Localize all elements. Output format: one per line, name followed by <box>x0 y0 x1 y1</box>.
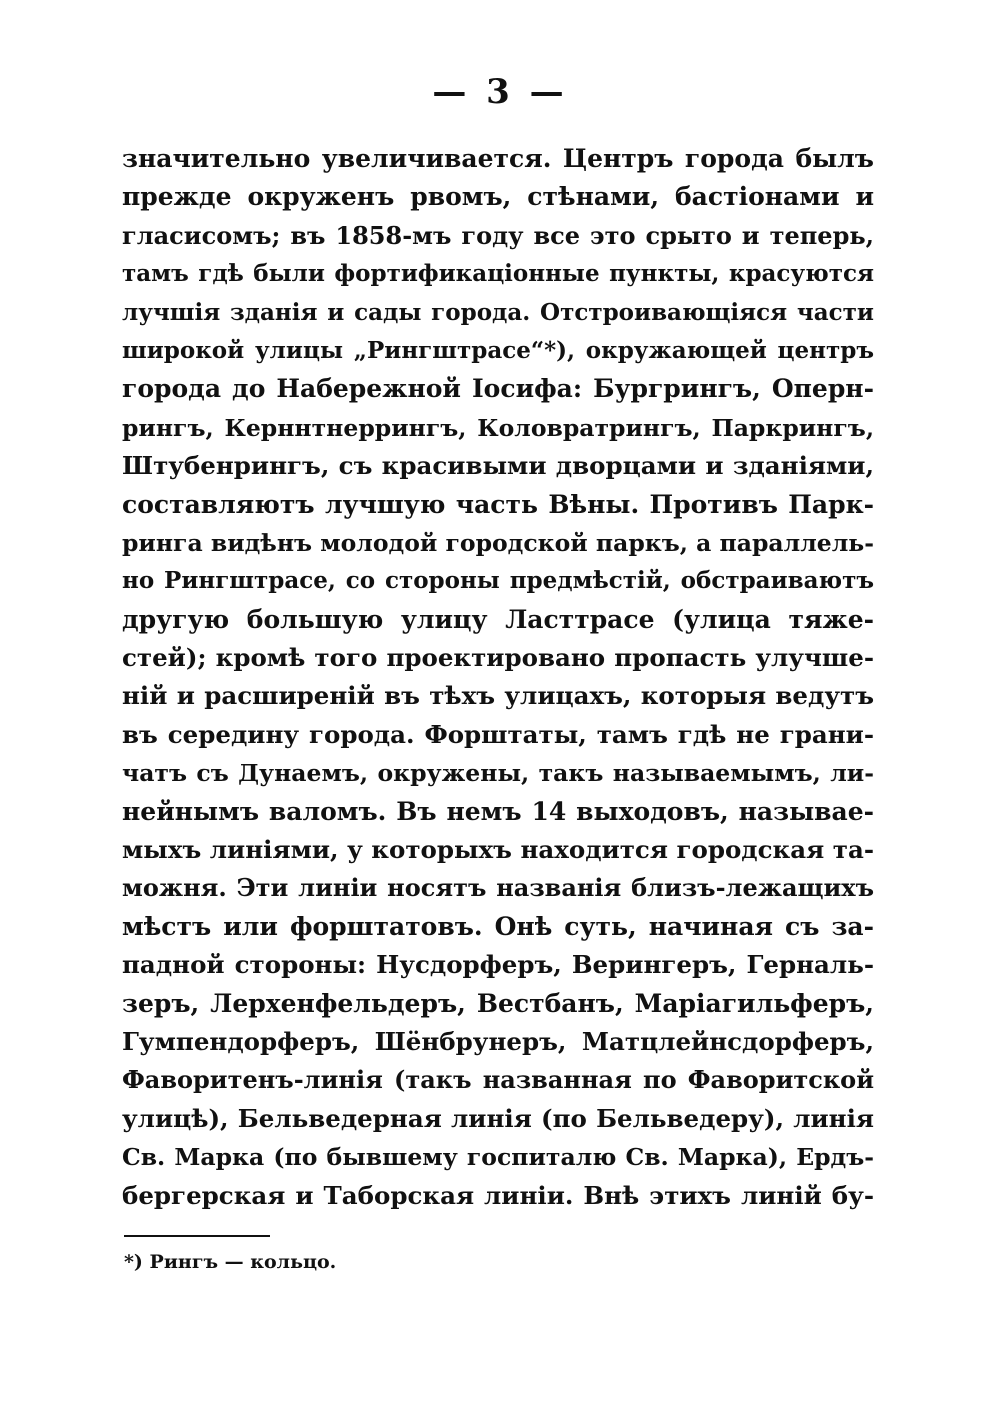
text-line: ринга видѣнъ молодой городской паркъ, а параллель- <box>122 528 874 557</box>
text-line: другую большую улицу Ласттрасе (улица тяже- <box>122 604 874 634</box>
text-line: ній и расширеній въ тѣхъ улицахъ, которыя ведутъ <box>122 681 874 711</box>
text-line: Св. Марка (по бывшему госпиталю Св. Марка), Ердъ- <box>122 1143 874 1172</box>
footnote-divider <box>124 1235 270 1237</box>
text-line: но Рингштрасе, со стороны предмѣстій, обстраиваютъ <box>122 567 874 595</box>
text-line: города до Набережной Іосифа: Бургрингъ, Оперн- <box>122 374 874 404</box>
body-text <box>122 140 874 1215</box>
text-line: Штубенрингъ, съ красивыми дворцами и зданіями, <box>122 451 874 481</box>
text-line: тамъ гдѣ были фортификаціонные пункты, красуются <box>122 260 874 288</box>
text-line: широкой улицы „Рингштрасе“*), окружающей центръ <box>122 336 874 364</box>
text-line: лучшія зданія и сады города. Отстроивающіяся части <box>122 298 874 326</box>
text-line: нейнымъ валомъ. Въ немъ 14 выходовъ, называе- <box>122 796 874 826</box>
page-number: — 3 — <box>432 72 568 112</box>
text-line: Фаворитенъ-линія (такъ названная по Фаворитской <box>122 1065 874 1095</box>
text-line: стей); кромѣ того проектировано пропасть улучше- <box>122 643 874 673</box>
text-line: рингъ, Керннтнеррингъ, Коловратрингъ, Паркрингъ, <box>122 413 874 442</box>
text-line: мѣстъ или форштатовъ. Онѣ суть, начиная съ за- <box>122 911 874 941</box>
footnote: *) Рингъ — кольцо. <box>124 1251 337 1273</box>
text-line: чатъ съ Дунаемъ, окружены, такъ называемымъ, ли- <box>122 759 874 788</box>
text-line: составляютъ лучшую часть Вѣны. Противъ Парк- <box>122 489 874 519</box>
text-line: можня. Эти линіи носятъ названія близъ-лежащихъ <box>122 873 874 903</box>
text-line: улицѣ), Бельведерная линія (по Бельведеру), линія <box>122 1103 874 1133</box>
text-line: Гумпендорферъ, Шёнбрунеръ, Матцлейнсдорферъ, <box>122 1026 874 1056</box>
text-line: въ середину города. Форштаты, тамъ гдѣ не грани- <box>122 719 874 749</box>
text-line: зеръ, Лерхенфельдеръ, Вестбанъ, Маріагильферъ, <box>122 988 874 1018</box>
text-line: гласисомъ; въ 1858-мъ году все это срыто и теперь, <box>122 220 874 250</box>
text-line: падной стороны: Нусдорферъ, Верингеръ, Герналь- <box>122 950 874 980</box>
text-line: бергерская и Таборская линіи. Внѣ этихъ линій бу- <box>122 1180 874 1210</box>
text-line: значительно увеличивается. Центръ города былъ <box>122 144 874 173</box>
text-line: прежде окруженъ рвомъ, стѣнами, бастіонами и <box>122 182 874 212</box>
text-line: мыхъ линіями, у которыхъ находится городская та- <box>122 835 874 865</box>
